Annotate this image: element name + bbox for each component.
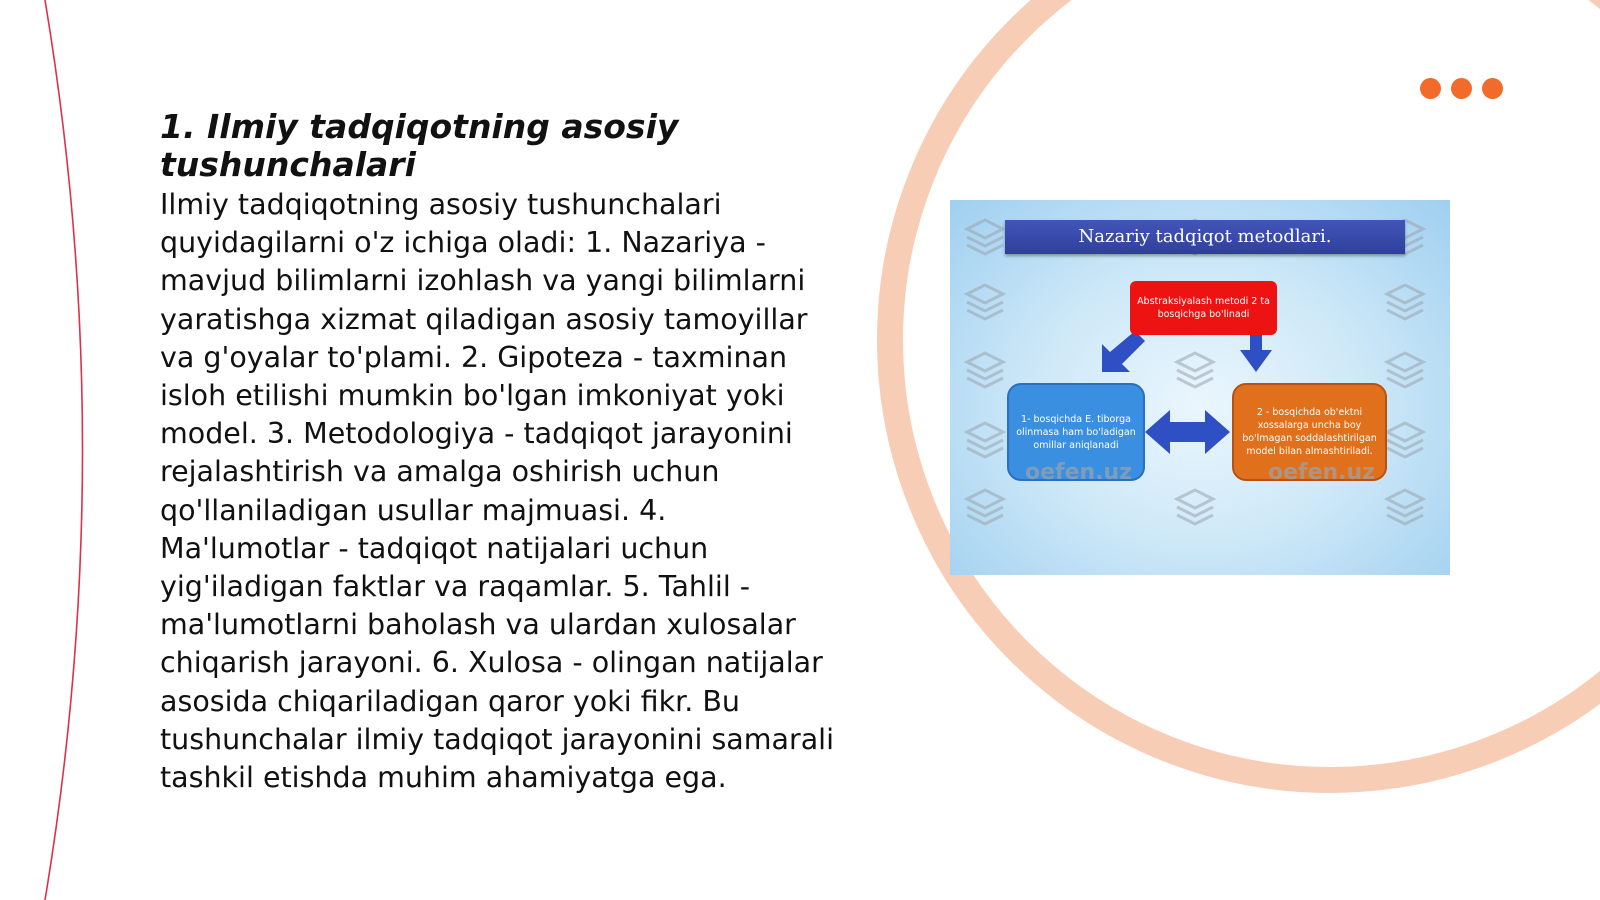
watermark-text: oefen.uz oefen.uz bbox=[1025, 460, 1375, 485]
diagram-top-box: Abstraksiyalash metodi 2 ta bosqichga bo'linadi bbox=[1130, 281, 1277, 335]
diagram-banner: Nazariy tadqiqot metodlari. bbox=[1005, 220, 1405, 254]
diagram-left-box: 1- bosqichda E. tiborga olinmasa ham bo'ladigan omillar aniqlanadi bbox=[1007, 383, 1145, 481]
slide-body-text: Ilmiy tadqiqotning asosiy tushunchalari quyidagilarni o'z ichiga oladi: 1. Nazariya - mavjud bilimlarni izohlash va yangi bilimlarni yaratishga xizmat qiladigan asosiy tamoyillar va g'oyalar to'plami. 2. Gipoteza - taxminan isloh etilishi mumkin bo'lgan imkoniyat yoki model. 3. Metodologiya - tadqiqot jarayonini rejalashtirish va amalga oshirish uchun qo'llaniladigan usullar majmuasi. 4. Ma'lumotlar - tadqiqot natijalari uchun yig'iladigan faktlar va raqamlar. 5. Tahlil - ma'lumotlarni baholash va ulardan xulosalar chiqarish jarayoni. 6. Xulosa - olingan natijalar asosida chiqariladigan qaror yoki fikr. Bu tushunchalar ilmiy tadqiqot jarayonini samarali tashkil etishda muhim ahamiyatga ega. bbox=[160, 188, 835, 795]
diagram-right-box: 2 - bosqichda ob'ektni xossalarga uncha boy bo'lmagan soddalashtirilgan model bilan almashtiriladi. bbox=[1232, 383, 1387, 481]
slide-title: 1. Ilmiy tadqiqotning asosiy tushunchalari bbox=[160, 107, 679, 184]
three-dots-icon bbox=[1420, 78, 1503, 99]
diagram-image bbox=[950, 200, 1450, 575]
left-accent-line bbox=[45, 0, 83, 900]
